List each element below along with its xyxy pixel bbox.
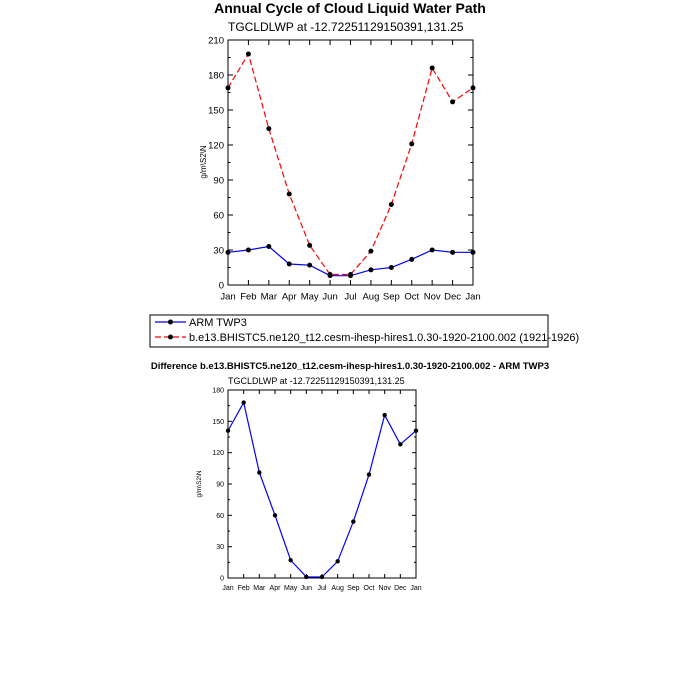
series-0-point (246, 248, 251, 253)
x-tick-label: Feb (240, 291, 257, 303)
y-tick-label: 30 (213, 245, 224, 257)
series-0-point (382, 413, 386, 417)
x-tick-label: Nov (423, 291, 441, 303)
series-1-point (287, 192, 292, 197)
series-0-point (241, 400, 245, 404)
series-0-point (226, 429, 230, 433)
series-0-point (368, 267, 373, 272)
x-tick-label: Dec (444, 291, 462, 303)
series-0-point (409, 257, 414, 262)
annual-cycle-chart (199, 0, 486, 303)
series-1-point (348, 272, 353, 277)
series-1-point (430, 66, 435, 71)
chart1-x-axis (220, 40, 480, 303)
y-tick-label: 90 (216, 481, 224, 489)
series-1-point (266, 126, 271, 131)
x-tick-label: Jan (410, 585, 422, 592)
x-tick-label: Jul (317, 585, 327, 592)
series-0-point (320, 575, 324, 579)
series-line-0 (228, 403, 416, 577)
chart1-legend (150, 315, 579, 347)
legend-label-arm: ARM TWP3 (189, 317, 247, 329)
series-0-point (287, 262, 292, 267)
series-0-point (414, 429, 418, 433)
series-1-point (307, 243, 312, 248)
series-0-point (273, 513, 277, 517)
series-0-point (389, 265, 394, 270)
y-tick-label: 90 (213, 175, 224, 187)
series-0-point (351, 519, 355, 523)
chart1-title: Annual Cycle of Cloud Liquid Water Path (214, 0, 486, 16)
chart1-plot-frame (228, 40, 473, 285)
x-tick-label: May (284, 585, 298, 592)
x-tick-label: Jan (465, 291, 481, 303)
x-tick-label: Mar (253, 585, 266, 592)
x-tick-label: Jan (222, 585, 234, 592)
x-tick-label: Sep (347, 585, 360, 592)
x-tick-label: Oct (363, 585, 375, 592)
chart2-x-axis (222, 390, 421, 592)
series-1-point (246, 52, 251, 57)
y-tick-label: 120 (208, 140, 224, 152)
series-0-point (288, 558, 292, 562)
series-0-point (304, 575, 308, 579)
difference-chart (151, 361, 549, 592)
series-1-point (368, 249, 373, 254)
series-line-0 (228, 247, 473, 276)
chart1-y-axis (208, 35, 473, 291)
y-tick-label: 150 (212, 418, 224, 426)
series-0-point (335, 559, 339, 563)
series-1-point (389, 202, 394, 207)
chart2-title: Difference b.e13.BHISTC5.ne120_t12.cesm-ihesp-hires1.0.30-1920-2100.002 - ARM TWP3 (150, 361, 550, 372)
y-tick-label: 60 (216, 512, 224, 520)
x-tick-label: Aug (331, 585, 344, 592)
series-1-point (450, 99, 455, 104)
legend-label-model: b.e13.BHISTC5.ne120_t12.cesm-ihesp-hires1.0.30-1920-2100.002 (1921-1926) (189, 332, 580, 344)
x-tick-label: Jul (344, 291, 357, 303)
chart2-ylabel: g/m\S2\N (196, 470, 203, 498)
y-tick-label: 0 (218, 280, 224, 292)
series-0-point (266, 244, 271, 249)
x-tick-label: Jun (322, 291, 338, 303)
series-1-point (328, 272, 333, 277)
x-tick-label: Jan (220, 291, 236, 303)
x-tick-label: May (300, 291, 319, 303)
y-tick-label: 60 (213, 210, 224, 222)
y-tick-label: 150 (208, 105, 224, 117)
series-1-point (471, 85, 476, 90)
x-tick-label: Apr (281, 291, 297, 303)
series-0-point (257, 470, 261, 474)
legend-marker-arm (168, 320, 173, 325)
legend-marker-model (168, 335, 173, 340)
x-tick-label: Mar (260, 291, 278, 303)
x-tick-label: Apr (269, 585, 281, 592)
series-line-1 (228, 54, 473, 275)
x-tick-label: Aug (362, 291, 380, 303)
series-0-point (471, 250, 476, 255)
chart1-series-layer (226, 52, 476, 279)
y-tick-label: 180 (212, 387, 224, 395)
series-0-point (226, 250, 231, 255)
y-tick-label: 30 (216, 544, 224, 552)
x-tick-label: Nov (378, 585, 391, 592)
series-0-point (398, 442, 402, 446)
series-1-point (409, 141, 414, 146)
y-tick-label: 120 (212, 450, 224, 458)
x-tick-label: Oct (404, 291, 420, 303)
x-tick-label: Feb (237, 585, 250, 592)
x-tick-label: Sep (382, 291, 400, 303)
chart1-subtitle: TGCLDLWP at -12.72251129150391,131.25 (228, 20, 464, 34)
x-tick-label: Jun (300, 585, 312, 592)
y-tick-label: 0 (220, 575, 224, 583)
series-0-point (430, 248, 435, 253)
series-0-point (367, 472, 371, 476)
series-0-point (307, 263, 312, 268)
chart1-ylabel: g/m\S2\N (199, 145, 208, 179)
x-tick-label: Dec (394, 585, 407, 592)
chart2-series-layer (226, 400, 418, 579)
y-tick-label: 180 (208, 70, 224, 82)
chart2-plot-frame (228, 390, 416, 578)
series-0-point (450, 250, 455, 255)
y-tick-label: 210 (208, 35, 224, 47)
chart2-subtitle: TGCLDLWP at -12.72251129150391,131.25 (228, 376, 405, 386)
series-1-point (226, 85, 231, 90)
